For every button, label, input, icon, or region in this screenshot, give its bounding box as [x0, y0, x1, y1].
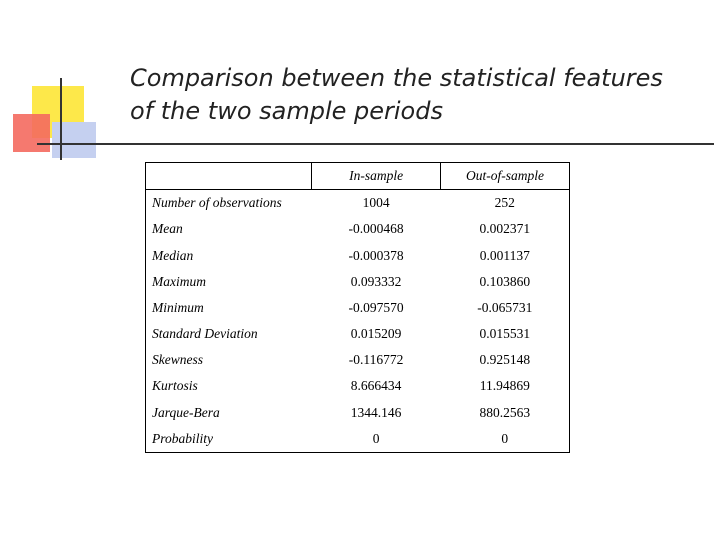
out-of-sample-value: 0: [501, 430, 509, 446]
title-underline-rule: [37, 143, 714, 145]
out-of-sample-value: 0.002371: [479, 221, 531, 237]
table-row: [146, 216, 570, 242]
table-row: [146, 190, 570, 217]
out-of-sample-value: 0.925148: [479, 352, 531, 368]
table-row: [146, 373, 570, 399]
statistics-table: [145, 162, 570, 453]
row-label: Maximum: [152, 273, 206, 289]
table-row: [146, 321, 570, 347]
slide-title: [130, 62, 690, 128]
in-sample-value: 0: [372, 430, 380, 446]
out-of-sample-value: 11.94869: [479, 378, 530, 394]
table-row: [146, 400, 570, 426]
column-header-out-of-sample: Out-of-sample: [441, 163, 570, 190]
table-body: [146, 190, 570, 453]
out-of-sample-value: 0.001137: [479, 247, 530, 263]
row-label: Mean: [152, 221, 183, 237]
out-of-sample-value: 0.015531: [479, 326, 531, 342]
out-of-sample-value: 252: [441, 190, 570, 217]
decorative-vertical-rule: [60, 78, 62, 160]
table-row: [146, 426, 570, 453]
out-of-sample-value: -0.065731: [477, 299, 533, 315]
slide-title-line-2: of the two sample periods: [130, 97, 443, 125]
row-label: Skewness: [152, 352, 203, 368]
in-sample-value: -0.116772: [348, 352, 404, 368]
slide-title-line-1: Comparison between the statistical features: [130, 64, 663, 92]
column-header-in-sample: In-sample: [312, 163, 441, 190]
out-of-sample-value: 0.103860: [479, 273, 531, 289]
decorative-blue-square: [52, 122, 96, 158]
out-of-sample-value: 880.2563: [479, 404, 531, 420]
in-sample-value: -0.000468: [348, 221, 404, 237]
table-row: [146, 295, 570, 321]
row-label: Jarque-Bera: [152, 404, 220, 420]
decorative-red-square: [13, 114, 50, 152]
row-label: Median: [152, 247, 194, 263]
in-sample-value: 1004: [312, 190, 441, 217]
header-empty-cell: [146, 163, 312, 190]
table-row: [146, 347, 570, 373]
table-row: [146, 243, 570, 269]
row-label: Standard Deviation: [152, 326, 258, 342]
row-label: Probability: [152, 430, 213, 446]
in-sample-value: 0.015209: [350, 326, 402, 342]
in-sample-value: -0.000378: [348, 247, 404, 263]
row-label: Number of observations: [146, 190, 312, 217]
in-sample-value: 1344.146: [350, 404, 402, 420]
table-header-row: [146, 163, 570, 190]
row-label: Minimum: [152, 299, 204, 315]
table-row: [146, 269, 570, 295]
in-sample-value: 0.093332: [350, 273, 402, 289]
in-sample-value: 8.666434: [350, 378, 402, 394]
in-sample-value: -0.097570: [348, 299, 404, 315]
row-label: Kurtosis: [152, 378, 198, 394]
